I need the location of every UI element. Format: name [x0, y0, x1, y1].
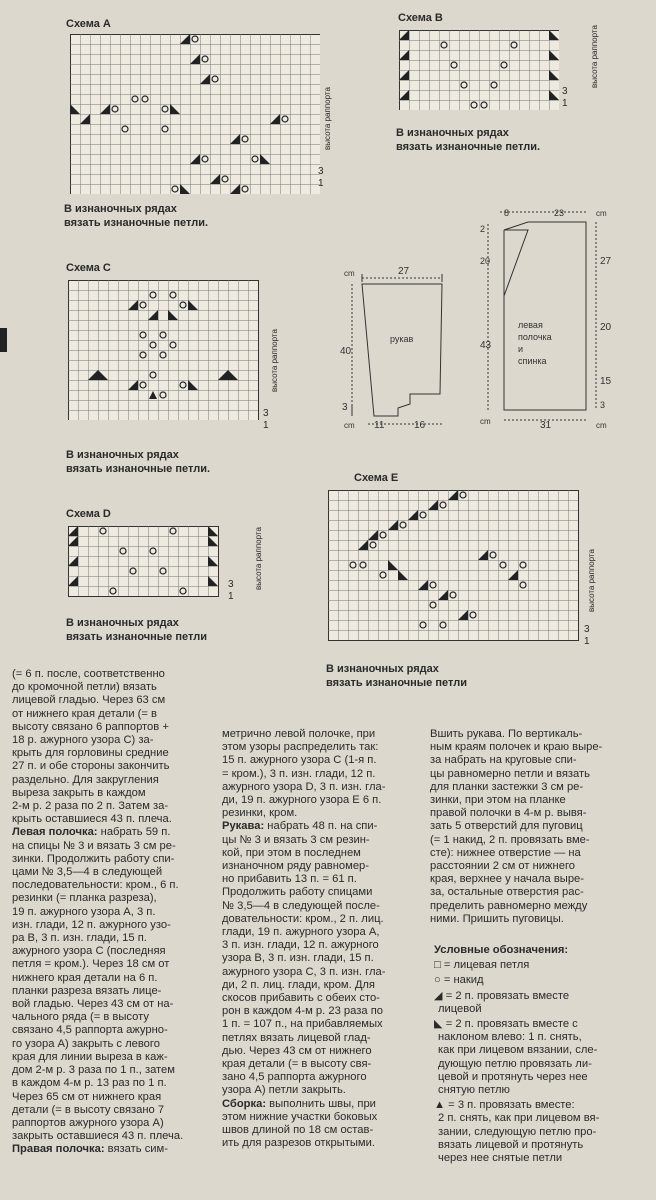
- text-line: глади, 19 п. ажурного узора А,: [222, 926, 380, 939]
- body-outline: [504, 222, 586, 410]
- legend-title: Условные обозначения:: [434, 944, 569, 956]
- text-line: планки разреза вязать лице-: [12, 984, 162, 997]
- sleeve-cm-top: cm: [344, 269, 355, 278]
- text-line: цы равномерно петли и вязать: [430, 767, 590, 780]
- text-line: этом узоры распределить так:: [222, 741, 379, 754]
- text-line: чального ряда (= в высоту: [12, 1011, 149, 1024]
- text-line: расстоянии 2 см от нижнего: [430, 860, 575, 873]
- legend-item: [434, 959, 599, 972]
- text-line: цы № 3 и вязать 3 см резин-: [222, 833, 370, 846]
- scheme-d-row-1: 1: [228, 591, 234, 602]
- text-line: петлях вязать лицевой глад-: [222, 1031, 371, 1044]
- legend-item: [434, 990, 599, 1016]
- text-line: зано 4,5 раппорта ажурного: [222, 1071, 367, 1084]
- scheme-c-row-1: 1: [263, 420, 269, 431]
- body-bottom: 31: [540, 420, 552, 431]
- scheme-b-chart: [399, 30, 559, 110]
- text-line: вой гладью. Через 43 см от на-: [12, 998, 174, 1011]
- body-left-lower: 43: [480, 340, 492, 351]
- text-line: дью. Через 43 см от нижнего: [222, 1044, 372, 1057]
- legend-line: ◣ = 2 п. провязать вместе с: [434, 1018, 578, 1031]
- text-line: для планки застежки 3 см ре-: [430, 780, 584, 793]
- sleeve-pattern-diagram: [338, 262, 448, 434]
- text-line: зать 5 отверстий для пуговиц: [430, 820, 583, 833]
- scheme-c-note: В изнаночных рядах вязать изнаночные петли.: [66, 449, 211, 475]
- text-line: узора А) петли закрыть.: [222, 1084, 346, 1097]
- text-column-2: [222, 728, 385, 1151]
- text-line: ажурного узора D, 3 п. изн. гла-: [222, 780, 386, 793]
- text-line: 1 п. = 107 п., на прибавляемых: [222, 1018, 383, 1031]
- legend-line: ▲ = 3 п. провязать вместе:: [434, 1099, 575, 1112]
- text-column-1: [12, 668, 183, 1157]
- text-line: раздельно. Для закругления: [12, 773, 159, 786]
- body-cm-bottom: cm: [480, 417, 491, 426]
- scheme-e-row-3: 3: [584, 624, 590, 635]
- body-label-1: левая: [518, 320, 543, 330]
- body-pattern-diagram: [478, 202, 618, 434]
- text-line: от нижнего края детали (= в: [12, 707, 157, 720]
- text-line: закрыть оставшиеся 43 п. плеча.: [12, 1130, 184, 1143]
- text-line: края детали (= в высоту свя-: [222, 1058, 372, 1071]
- text-line: 18 р. ажурного узора С) за-: [12, 734, 154, 747]
- legend-line: 2 п. снять, как при лицевом вя-: [438, 1112, 600, 1125]
- text-line: Сборка: выполнить швы, при: [222, 1097, 376, 1110]
- grid-frame: [69, 527, 219, 597]
- sleeve-cm-bottom: cm: [344, 421, 355, 430]
- body-neck: 2: [480, 224, 486, 234]
- text-line: до кромочной петли) вязать: [12, 681, 157, 694]
- scheme-b-height-label: высота раппорта: [590, 25, 599, 88]
- body-right-mid: 20: [600, 322, 612, 333]
- legend-item: [434, 974, 599, 987]
- text-line: изнаночном ряду равномер-: [222, 860, 369, 873]
- sleeve-bottom-left: 11: [374, 420, 385, 431]
- text-line: ди, 2 п. лиц. глади, кром. Для: [222, 978, 375, 991]
- text-line: го узора А) закрыть с левого: [12, 1037, 160, 1050]
- text-line: № 3,5—4 в следующей после-: [222, 899, 380, 912]
- text-line: детали (= в высоту связано 7: [12, 1103, 165, 1116]
- legend-line: наклоном влево: 1 п. снять,: [438, 1031, 582, 1044]
- text-column-3: [430, 728, 602, 926]
- body-label-2: полочка: [518, 332, 552, 342]
- text-line: узора В, 3 п. изн. глади, 15 п.: [222, 952, 374, 965]
- body-cuff: 3: [600, 400, 606, 410]
- scheme-b-row-3: 3: [562, 86, 568, 97]
- scheme-c-title: Схема С: [66, 262, 111, 274]
- text-line: довательности: кром., 2 п. лиц.: [222, 912, 384, 925]
- text-line: 19 п. ажурного узора А, 3 п.: [12, 905, 156, 918]
- body-label-4: спинка: [518, 356, 547, 366]
- scheme-a-row-3: 3: [318, 166, 324, 177]
- sleeve-bottom-right: 16: [414, 420, 426, 431]
- body-label-3: и: [518, 344, 524, 354]
- text-line: края для линии выреза в каж-: [12, 1050, 168, 1063]
- text-line: 3 п. изн. глади, 12 п. ажурного: [222, 939, 379, 952]
- scheme-d-height-label: высота раппорта: [254, 527, 263, 590]
- scheme-e-chart: [328, 490, 580, 646]
- text-line: крыть для горловины средние: [12, 747, 169, 760]
- legend-line: цевой и протянуть через нее: [438, 1070, 588, 1083]
- text-line: 2-м р. 2 раза по 2 п. Затем за-: [12, 800, 169, 813]
- legend-item: [434, 1099, 599, 1165]
- text-line: ажурного узора С, 3 п. изн. гла-: [222, 965, 386, 978]
- body-top-left: 8: [504, 208, 510, 218]
- body-top-right: 23: [554, 208, 565, 218]
- text-line: за набрать на круговые спи-: [430, 754, 577, 767]
- scheme-e-title: Схема Е: [354, 472, 399, 484]
- scheme-b-row-1: 1: [562, 98, 568, 109]
- text-line: Через 65 см от нижнего края: [12, 1090, 162, 1103]
- body-shoulder: 20: [480, 256, 491, 266]
- body-cm-top: cm: [596, 209, 607, 218]
- text-line: 15 п. ажурного узора С (1-я п.: [222, 754, 377, 767]
- scheme-d-title: Схема D: [66, 508, 111, 520]
- scheme-c-height-label: высота раппорта: [270, 329, 279, 392]
- text-line: ра В, 3 п. изн. глади, 15 п.: [12, 932, 147, 945]
- scheme-d-row-3: 3: [228, 579, 234, 590]
- text-line: рон в каждом 4-м р. 23 раза по: [222, 1005, 383, 1018]
- text-line: крыть оставшиеся 43 п. плеча.: [12, 813, 172, 826]
- scheme-e-row-1: 1: [584, 636, 590, 647]
- text-line: этом нижние участки боковых: [222, 1110, 378, 1123]
- text-line: Правая полочка: вязать сим-: [12, 1143, 168, 1156]
- text-line: связано 4,5 раппорта ажурно-: [12, 1024, 168, 1037]
- text-line: изн. глади, 12 п. ажурного узо-: [12, 918, 171, 931]
- legend-items: [434, 959, 599, 1165]
- text-line: зинки. Продолжить работу спи-: [12, 852, 175, 865]
- scheme-b-note: В изнаночных рядах вязать изнаночные петли.: [396, 127, 541, 153]
- text-line: Продолжить работу спицами: [222, 886, 373, 899]
- sleeve-width-top: 27: [398, 266, 410, 277]
- legend: [434, 944, 599, 1165]
- sleeve-outline: [362, 284, 442, 416]
- text-line: сте): нижнее отверстие — на: [430, 846, 581, 859]
- text-line: 27 п. и обе стороны закончить: [12, 760, 170, 773]
- legend-line: лицевой: [438, 1002, 482, 1015]
- text-line: лицевой гладью. Через 63 см: [12, 694, 166, 707]
- scheme-c-chart: [68, 280, 260, 420]
- scheme-d-chart: [68, 526, 224, 601]
- text-line: в каждом 4-м р. 13 раз по 1 п.: [12, 1077, 167, 1090]
- scheme-b-title: Схема В: [398, 12, 443, 24]
- text-line: ажурного узора С (последняя: [12, 945, 166, 958]
- body-cm-bottom-right: cm: [596, 421, 607, 430]
- text-line: последовательности: кром., 6 п.: [12, 879, 179, 892]
- legend-line: снятую петлю: [438, 1084, 510, 1097]
- text-line: раппортов ажурного узора А): [12, 1116, 164, 1129]
- text-line: нижнего края детали на 6 п.: [12, 971, 158, 984]
- text-line: зинки, при этом на планке: [430, 794, 566, 807]
- sleeve-label: рукав: [390, 334, 414, 344]
- legend-line: вязать лицевой и протянуть: [438, 1138, 584, 1151]
- sleeve-cuff: 3: [342, 402, 348, 413]
- text-line: ди, 19 п. ажурного узора Е 6 п.: [222, 794, 382, 807]
- text-line: ить для разрезов открытыми.: [222, 1137, 375, 1150]
- body-right-upper: 27: [600, 256, 612, 267]
- text-line: резинки, кром.: [222, 807, 298, 820]
- scheme-a-height-label: высота раппорта: [323, 87, 332, 150]
- scheme-a-row-1: 1: [318, 178, 324, 189]
- text-line: пределить равномерно между: [430, 899, 588, 912]
- text-line: но прибавить 13 п. = 61 п.: [222, 873, 357, 886]
- scheme-a-note: В изнаночных рядах вязать изнаночные петли.: [64, 203, 209, 229]
- text-line: ным краям полочек и краю выре-: [430, 741, 603, 754]
- text-line: края, верхнее у начала выре-: [430, 873, 584, 886]
- legend-line: ◢ = 2 п. провязать вместе: [434, 989, 570, 1002]
- text-line: за, остальные отверстия рас-: [430, 886, 584, 899]
- text-line: высоту связано 6 раппортов +: [12, 720, 169, 733]
- text-line: ними. Пришить пуговицы.: [430, 912, 564, 925]
- legend-item: [434, 1018, 599, 1097]
- text-line: Вшить рукава. По вертикаль-: [430, 728, 583, 740]
- text-line: правой полочки в 4-м р. вывя-: [430, 807, 587, 820]
- text-line: = кром.), 3 п. изн. глади, 12 п.: [222, 767, 376, 780]
- legend-line: зании, следующую петлю про-: [438, 1125, 597, 1138]
- legend-line: дующую петлю провязать ли-: [438, 1057, 592, 1070]
- margin-marker: [0, 328, 7, 352]
- scheme-c-row-3: 3: [263, 408, 269, 419]
- text-line: скосов прибавить с обеих сто-: [222, 992, 380, 1005]
- scheme-a-chart: [70, 34, 320, 194]
- legend-line: ○ = накид: [434, 974, 484, 987]
- text-line: выреза закрыть в каждом: [12, 786, 146, 799]
- legend-line: через нее снятые петли: [438, 1152, 563, 1165]
- text-line: цами № 3,5—4 в следующей: [12, 866, 163, 879]
- text-line: дом 2-м р. 3 раза по 1 п., затем: [12, 1064, 175, 1077]
- text-line: на спицы № 3 и вязать 3 см ре-: [12, 839, 176, 852]
- body-right-lower: 15: [600, 376, 612, 387]
- text-line: кой, при этом в последнем: [222, 846, 361, 859]
- scheme-d-note: В изнаночных рядах вязать изнаночные петли: [66, 617, 207, 643]
- text-line: (= 6 п. после, соответственно: [12, 668, 165, 680]
- text-line: Левая полочка: набрать 59 п.: [12, 826, 171, 839]
- text-line: резинки (= планка разреза),: [12, 892, 157, 905]
- scheme-a-title: Схема А: [66, 18, 111, 30]
- text-line: метрично левой полочке, при: [222, 728, 376, 740]
- scheme-e-height-label: высота раппорта: [587, 549, 596, 612]
- scheme-e-note: В изнаночных рядах вязать изнаночные петли: [326, 663, 467, 689]
- text-line: петля = кром.). Через 18 см от: [12, 958, 170, 971]
- text-line: Рукава: набрать 48 п. на спи-: [222, 820, 378, 833]
- text-line: (= 1 накид, 2 п. провязать вме-: [430, 833, 590, 846]
- legend-line: □ = лицевая петля: [434, 959, 530, 972]
- text-line: швов длиной по 18 см остав-: [222, 1124, 374, 1137]
- legend-line: как при лицевом вязании, сле-: [438, 1044, 598, 1057]
- sleeve-length: 40: [340, 346, 352, 357]
